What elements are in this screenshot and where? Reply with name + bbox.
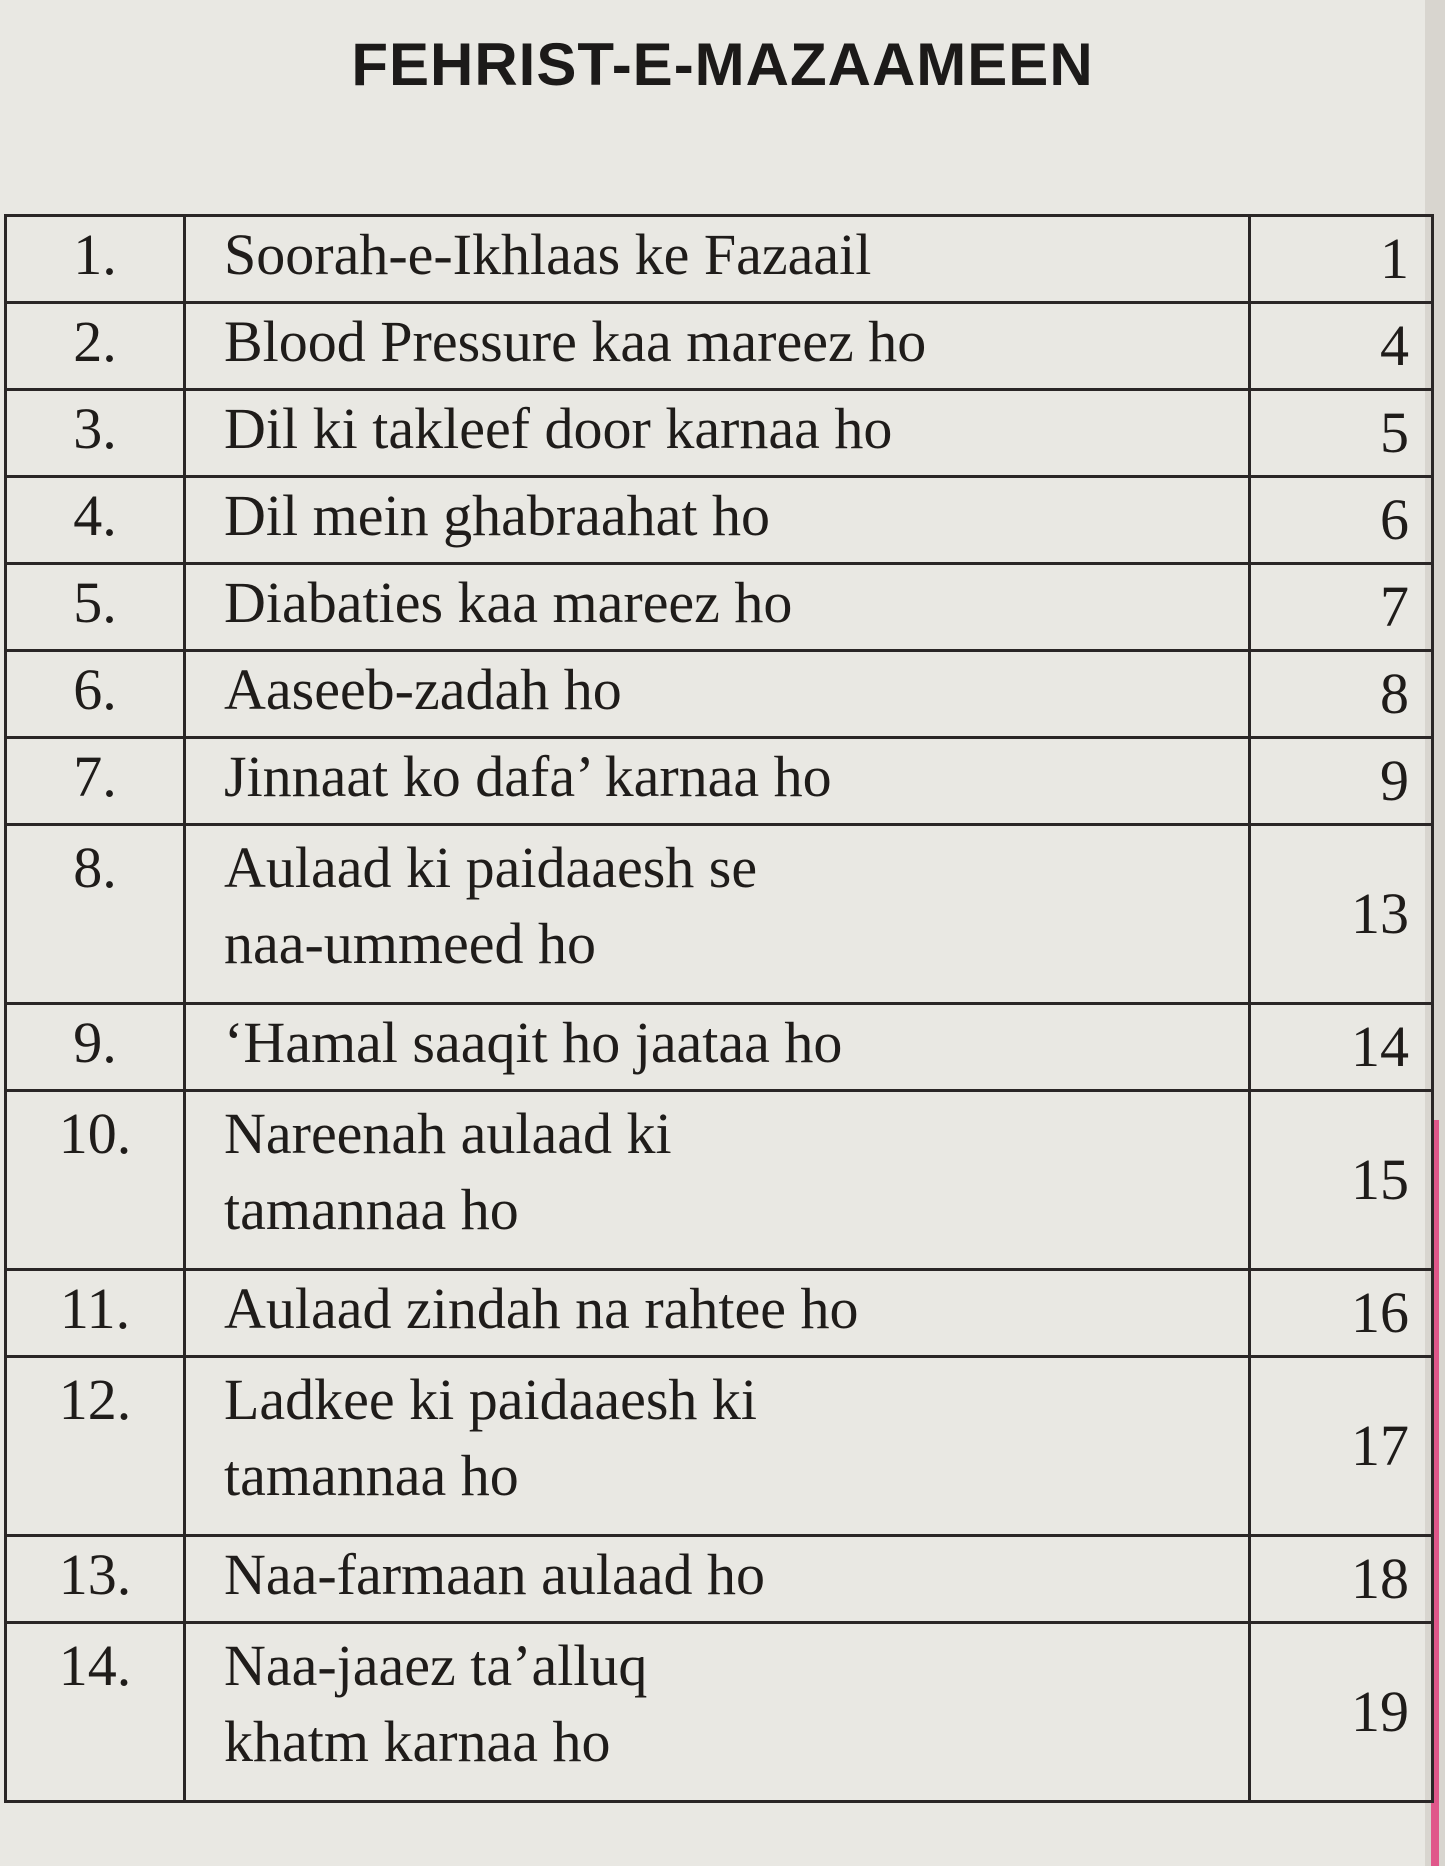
entry-title: Soorah-e-Ikhlaas ke Fazaail — [185, 216, 1250, 303]
entry-page: 4 — [1250, 303, 1433, 390]
contents-table — [4, 214, 1434, 1803]
entry-page: 15 — [1250, 1091, 1433, 1270]
entry-page: 8 — [1250, 651, 1433, 738]
table-row — [6, 477, 1433, 564]
table-row — [6, 1623, 1433, 1802]
entry-page: 6 — [1250, 477, 1433, 564]
entry-title: Naa-jaaez ta’alluq khatm karnaa ho — [185, 1623, 1250, 1802]
table-row — [6, 216, 1433, 303]
page-title: FEHRIST-E-MAZAAMEEN — [351, 31, 1094, 98]
entry-number: 1. — [6, 216, 185, 303]
entry-title: Aaseeb-zadah ho — [185, 651, 1250, 738]
table-row — [6, 390, 1433, 477]
entry-page: 5 — [1250, 390, 1433, 477]
table-row — [6, 564, 1433, 651]
entry-title: Nareenah aulaad ki tamannaa ho — [185, 1091, 1250, 1270]
entry-page: 17 — [1250, 1357, 1433, 1536]
entry-page: 14 — [1250, 1004, 1433, 1091]
entry-title: Aulaad zindah na rahtee ho — [185, 1270, 1250, 1357]
table-row — [6, 1004, 1433, 1091]
entry-page: 19 — [1250, 1623, 1433, 1802]
entry-title: Diabaties kaa mareez ho — [185, 564, 1250, 651]
entry-page: 7 — [1250, 564, 1433, 651]
table-row — [6, 1357, 1433, 1536]
table-row — [6, 738, 1433, 825]
entry-number: 14. — [6, 1623, 185, 1802]
entry-page: 16 — [1250, 1270, 1433, 1357]
entry-number: 5. — [6, 564, 185, 651]
entry-title: Ladkee ki paidaaesh ki tamannaa ho — [185, 1357, 1250, 1536]
entry-title: ‘Hamal saaqit ho jaataa ho — [185, 1004, 1250, 1091]
entry-title: Jinnaat ko dafa’ karnaa ho — [185, 738, 1250, 825]
entry-title: Naa-farmaan aulaad ho — [185, 1536, 1250, 1623]
entry-number: 12. — [6, 1357, 185, 1536]
entry-page: 18 — [1250, 1536, 1433, 1623]
table-row — [6, 1536, 1433, 1623]
entry-title: Aulaad ki paidaaesh se naa-ummeed ho — [185, 825, 1250, 1004]
entry-number: 6. — [6, 651, 185, 738]
table-row — [6, 651, 1433, 738]
entry-number: 2. — [6, 303, 185, 390]
entry-number: 9. — [6, 1004, 185, 1091]
entry-page: 9 — [1250, 738, 1433, 825]
entry-number: 7. — [6, 738, 185, 825]
entry-page: 1 — [1250, 216, 1433, 303]
entry-number: 4. — [6, 477, 185, 564]
entry-number: 13. — [6, 1536, 185, 1623]
entry-number: 3. — [6, 390, 185, 477]
table-row — [6, 1091, 1433, 1270]
table-row — [6, 1270, 1433, 1357]
entry-number: 11. — [6, 1270, 185, 1357]
entry-title: Dil mein ghabraahat ho — [185, 477, 1250, 564]
entry-number: 8. — [6, 825, 185, 1004]
table-row — [6, 303, 1433, 390]
entry-title: Blood Pressure kaa mareez ho — [185, 303, 1250, 390]
entry-number: 10. — [6, 1091, 185, 1270]
table-row — [6, 825, 1433, 1004]
entry-page: 13 — [1250, 825, 1433, 1004]
entry-title: Dil ki takleef door karnaa ho — [185, 390, 1250, 477]
